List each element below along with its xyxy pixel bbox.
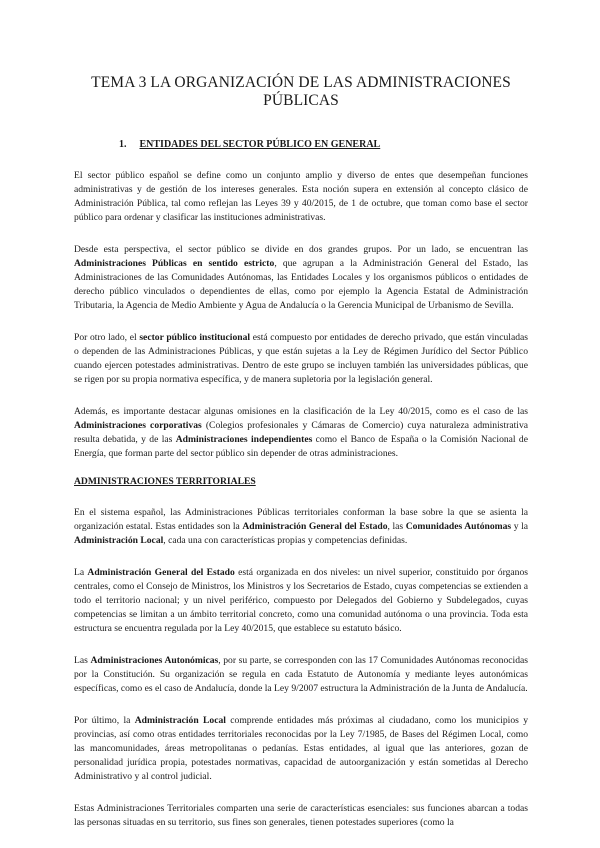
paragraph-5 [74, 506, 528, 548]
paragraph-4 [74, 405, 528, 461]
section-heading [74, 138, 528, 151]
paragraph-3 [74, 331, 528, 387]
text-run: La [74, 567, 88, 578]
section-heading-text: ENTIDADES DEL SECTOR PÚBLICO EN GENERAL [139, 139, 381, 150]
bold-term: Administración General del Estado [87, 567, 235, 578]
text-run: como el Banco de España o la Comisión Nacional de Energía, que forman parte del sector público sin depender de otras administraciones. [74, 434, 528, 459]
bold-term: Administraciones corporativas [74, 420, 202, 431]
bold-term: Administraciones Autonómicas [90, 655, 219, 666]
text-run: (Colegios profesionales y Cámaras de Comercio) cuya naturaleza administrativa resulta debatida, y de las [74, 420, 528, 445]
text-run: Por último, la [74, 715, 135, 726]
paragraph-8 [74, 714, 528, 784]
text-run: Además, es importante destacar algunas omisiones en la clasificación de la Ley 40/2015, como es el caso de las [74, 406, 528, 417]
bold-term: Administración General del Estado [242, 521, 388, 532]
text-run: , cada una con características propias y competencias definidas. [163, 535, 408, 546]
bold-term: Administración Local [134, 715, 226, 726]
paragraph-7 [74, 654, 528, 696]
section-number: 1. [119, 139, 127, 150]
text-run: está organizada en dos niveles: un nivel superior, constituido por órganos centrales, como el Consejo de Ministros, los Ministros y los Secretarios de Estado, cuyas competencias se extienden a todo el territorio nacional; y un nivel periférico, compuesto por Delegados del Gobierno y Subdelegados, cuyas competencias se limitan a un ámbito territorial concreto, como una comunidad autónoma o una provincia. Toda esta estructura se encuentra regulada por la Ley 40/2015, que establece su estatuto básico. [74, 567, 528, 634]
text-run: Desde esta perspectiva, el sector público se divide en dos grandes grupos. Por un lado, se encuentran las [74, 244, 528, 255]
text-run: En el sistema español, las Administraciones Públicas territoriales conforman la base sobre la que se asienta la organización estatal. Estas entidades son la [74, 507, 528, 532]
bold-term: Comunidades Autónomas [405, 521, 512, 532]
text-run: , por su parte, se corresponden con las 17 Comunidades Autónomas reconocidas por la Constitución. Su organización se regula en cada Estatuto de Autonomía y mediante leyes autonómicas específicas, como es el caso de Andalucía, donde la Ley 9/2007 estructura la Administración de la Junta de Andalucía. [74, 655, 528, 694]
subheading: ADMINISTRACIONES TERRITORIALES [74, 476, 256, 487]
text-run: , que agrupan a la Administración General del Estado, las Administraciones de las Comunidades Autónomas, las Entidades Locales y los organismos públicos o entidades de derecho público vinculados o dependientes de ellas, como por ejemplo la Agencia Estatal de Administración Tributaria, la Agencia de Medio Ambiente y Agua de Andalucía o la Gerencia Municipal de Urbanismo de Sevilla. [74, 258, 528, 311]
text-run: Las [74, 655, 91, 666]
page-title: TEMA 3 LA ORGANIZACIÓN DE LAS ADMINISTRACIONES PÚBLICAS [91, 74, 511, 109]
bold-term: sector público institucional [139, 332, 251, 343]
text-run: , las [387, 521, 406, 532]
paragraph-2 [74, 243, 528, 313]
bold-term: Administración Local [74, 535, 164, 546]
text-run: Por otro lado, el [74, 332, 140, 343]
bold-term: Administraciones independientes [175, 434, 313, 445]
text-run: está compuesto por entidades de derecho privado, que están vinculadas o dependen de las Administraciones Públicas, y que están sujetas a la Ley de Régimen Jurídico del Sector Público cuando ejercen potestades administrativas. Dentro de este grupo se incluyen también las universidades públicas, que se rigen por su propia normativa específica, y de manera supletoria por la legislación general. [74, 332, 528, 385]
text-run: comprende entidades más próximas al ciudadano, como los municipios y provincias, así como otras entidades territoriales reconocidas por la Ley 7/1985, de Bases del Régimen Local, como las mancomunidades, áreas metropolitanas o pedanías. Estas entidades, al igual que las anteriores, gozan de personalidad jurídica propia, potestades normativas, capacidad de autoorganización y están sometidas al Derecho Administrativo y al control judicial. [74, 715, 528, 782]
bold-term: Administraciones Públicas en sentido estricto [74, 258, 275, 269]
paragraph-6 [74, 566, 528, 636]
paragraph-1: El sector público español se define como un conjunto amplio y diverso de entes que desempeñan funciones administrativas y de gestión de los intereses generales. Esta noción supera en extensión al concepto clásico de Administración Pública, tal como reflejan las Leyes 39 y 40/2015, de 1 de octubre, que toman como base el sector público para ordenar y clasificar las instituciones administrativas. [74, 170, 528, 223]
paragraph-9: Estas Administraciones Territoriales comparten una serie de características esenciales: sus funciones abarcan a todas las personas situadas en su territorio, sus fines son generales, tienen potestades superiores (como la [74, 803, 528, 828]
text-run: y la [511, 521, 528, 532]
